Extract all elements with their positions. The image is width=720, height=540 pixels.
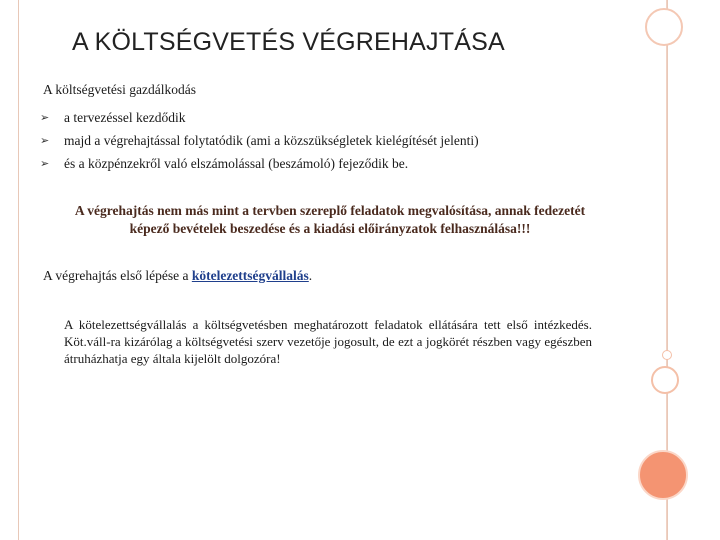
- bullet-text: a tervezéssel kezdődik: [64, 109, 186, 125]
- bullet-item: [40, 129, 479, 152]
- decorative-circle-medium: [651, 366, 679, 394]
- emphasis-line-2: képező bevételek beszedése és a kiadási előirányzatok felhasználása!!!: [129, 221, 531, 236]
- arrow-right-icon: ➢: [40, 111, 50, 124]
- emphasis-line-1: A végrehajtás nem más mint a tervben szereplő feladatok megvalósítása, annak fedezetét: [74, 203, 586, 218]
- kotelezettsegvallalas-link[interactable]: kötelezettségvállalás: [191, 268, 309, 283]
- bullet-item: [40, 106, 479, 129]
- decorative-circle-filled: [638, 450, 688, 500]
- bullet-text: majd a végrehajtással folytatódik (ami a közszükségletek kielégítését jelenti): [64, 132, 479, 148]
- intro-text: A költségvetési gazdálkodás: [43, 82, 196, 97]
- decorative-circle-top: [645, 8, 683, 46]
- bullet-text: és a közpénzekről való elszámolással (beszámoló) fejeződik be.: [64, 155, 409, 171]
- emphasis-statement: [40, 202, 620, 238]
- bullet-item: [40, 152, 479, 175]
- slide-title: A KÖLTSÉGVETÉS VÉGREHAJTÁSA: [72, 28, 505, 56]
- bullet-list: [40, 106, 479, 175]
- arrow-right-icon: ➢: [40, 157, 50, 170]
- definition-paragraph: A kötelezettségvállalás a költségvetésben meghatározott feladatok ellátására tett első intézkedés. Köt.váll-ra kizárólag a költségvetési szerv vezetője jogosult, de ezt a jogkörét részben vagy egészben átruházhatja egy általa kijelölt dolgozóra!: [64, 317, 592, 366]
- first-step-suffix: .: [308, 268, 313, 283]
- arrow-right-icon: ➢: [40, 134, 50, 147]
- first-step-text: [43, 268, 312, 284]
- decorative-circle-small: [662, 350, 672, 360]
- first-step-prefix: A végrehajtás első lépése a: [43, 268, 192, 283]
